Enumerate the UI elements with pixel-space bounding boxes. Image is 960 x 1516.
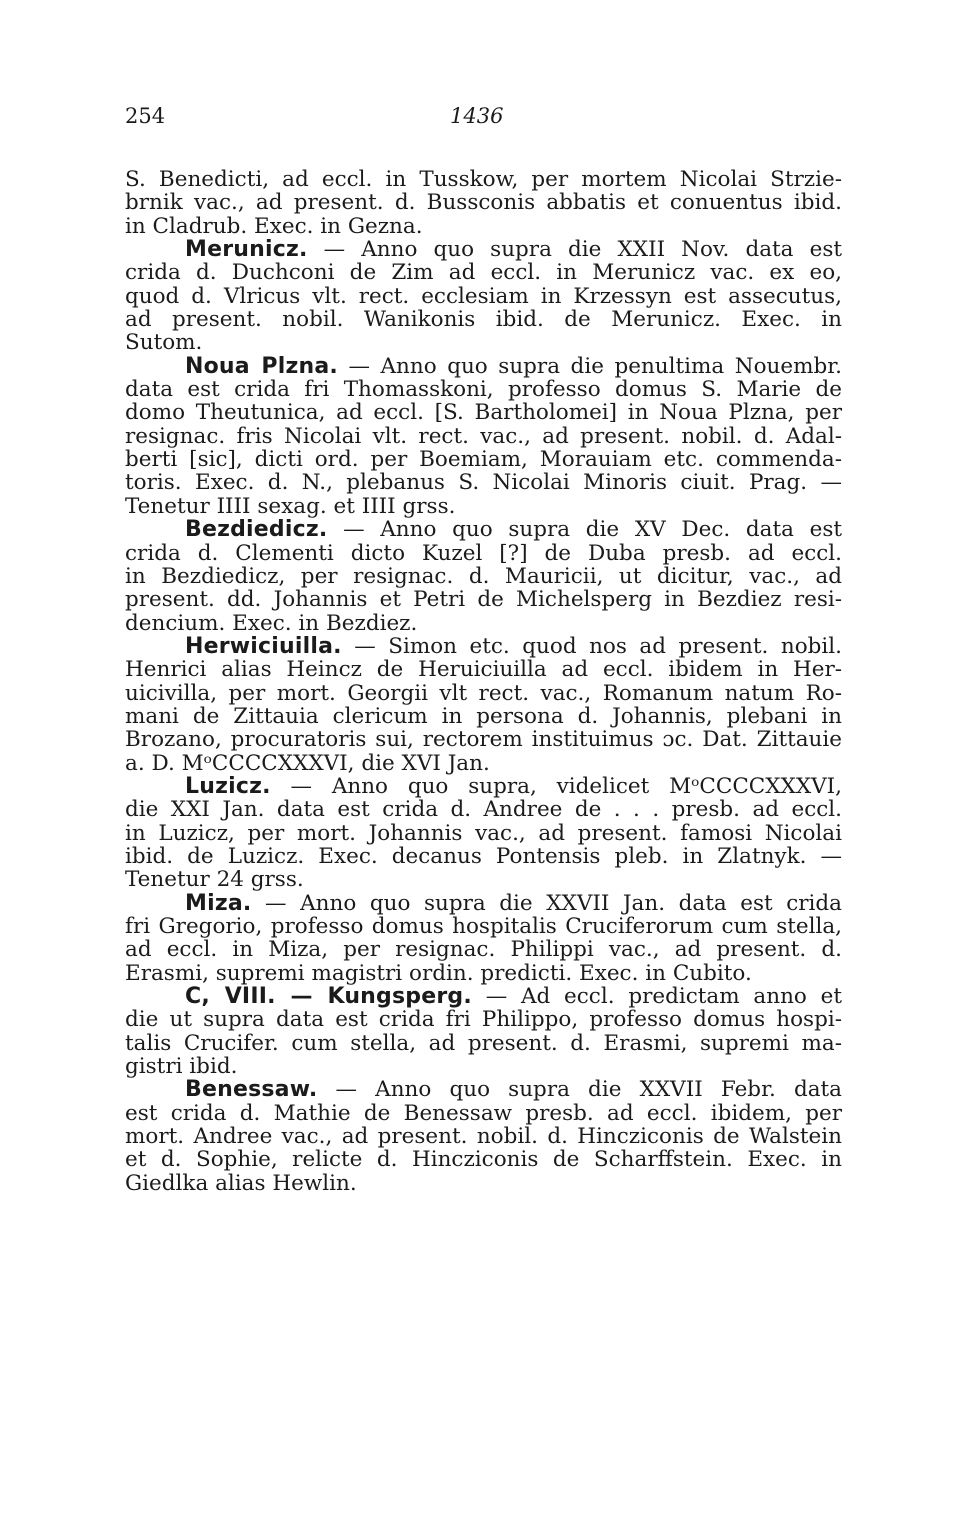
line-text: ad eccl. in Miza, per resignac. Philippi vac., ad present. d. [125,937,842,963]
text-line [125,658,842,681]
entry-head-word: Merunicz. [185,237,308,263]
text-line [125,285,842,308]
line-text: Giedlka alias Hewlin. [125,1170,357,1196]
register-entry [125,635,842,775]
register-entry [125,518,842,635]
text-line [125,1102,842,1125]
line-text: in Luzicz, per mort. Johannis vac., ad present. famosi Nicolai [125,820,842,846]
line-text: Henrici alias Heincz de Heruiciuilla ad eccl. ibidem in Her- [125,657,842,683]
text-line [125,448,842,471]
text-line [125,1148,842,1171]
text-line [125,401,842,424]
text-line [125,845,842,868]
line-text: Erasmi, supremi magistri ordin. predicti. Exec. in Cubito. [125,960,752,986]
text-line [125,238,842,261]
entry-head-word: Herwiciuilla. [185,633,342,659]
text-line [125,471,842,494]
text-line [125,355,842,378]
text-line [125,542,842,565]
line-text: et d. Sophie, relicte d. Hincziconis de Scharffstein. Exec. in [125,1147,842,1173]
line-text: — Simon etc. quod nos ad present. nobil. [341,633,842,659]
register-entry [125,238,842,355]
line-text: — Ad eccl. predictam anno et [471,984,843,1010]
line-text: Tenetur 24 grss. [125,867,304,893]
text-line [125,892,842,915]
text-line [125,495,842,518]
line-text: die XXI Jan. data est crida d. Andree de . . . presb. ad eccl. [125,797,842,823]
line-text: crida d. Clementi dicto Kuzel [?] de Duba presb. ad eccl. [125,540,842,566]
line-text: die ut supra data est crida fri Philippo, professo domus hospi- [125,1007,842,1033]
register-entry [125,168,842,238]
text-line [125,425,842,448]
running-head [125,104,842,144]
entry-head-word: Miza. [185,890,252,916]
line-text: present. dd. Johannis et Petri de Michelsperg in Bezdiez resi- [125,587,842,613]
text-line [125,705,842,728]
line-text: in Bezdiedicz, per resignac. d. Mauricii, ut dicitur, vac., ad [125,563,842,589]
text-line [125,1125,842,1148]
line-text: S. Benedicti, ad eccl. in Tusskow, per mortem Nicolai Strzie- [125,167,842,192]
line-text: Tenetur IIII sexag. et IIII grss. [125,493,456,519]
text-line [125,1078,842,1101]
line-text: mort. Andree vac., ad present. nobil. d. Hincziconis de Walstein [125,1124,842,1150]
line-text: uicivilla, per mort. Georgii vlt rect. vac., Romanum natum Ro- [125,680,842,706]
line-text: in Cladrub. Exec. in Gezna. [125,213,423,239]
text-line [125,962,842,985]
line-text: dencium. Exec. in Bezdiez. [125,610,418,636]
line-text: — Anno quo supra die XXII Nov. data est [307,237,842,263]
line-text: ibid. de Luzicz. Exec. decanus Pontensis pleb. in Zlatnyk. — [125,843,842,869]
line-text: — Anno quo supra die XV Dec. data est [327,517,842,543]
text-line [125,378,842,401]
line-text: ad present. nobil. Wanikonis ibid. de Merunicz. Exec. in [125,307,842,333]
text-line [125,1172,842,1195]
text-line [125,798,842,821]
line-text: brnik vac., ad present. d. Bussconis abbatis et conuentus ibid. [125,190,842,216]
entry-head-word: Luzicz. [185,773,271,799]
line-text: data est crida fri Thomasskoni, professo domus S. Marie de [125,377,842,403]
text-line [125,191,842,214]
line-text: talis Crucifer. cum stella, ad present. d. Erasmi, supremi ma- [125,1030,842,1056]
register-entry [125,892,842,985]
entry-head-word: Bezdiedicz. [185,517,328,543]
text-line [125,518,842,541]
entry-head-word: C, VIII. — Kungsperg. [185,984,472,1010]
text-line [125,1055,842,1078]
text-line [125,915,842,938]
register-entry [125,985,842,1078]
line-text: quod d. Vlricus vlt. rect. ecclesiam in Krzessyn est assecutus, [125,283,842,309]
register-entry [125,1078,842,1195]
line-text: — Anno quo supra die XXVII Jan. data est crida [251,890,842,916]
text-line [125,822,842,845]
text-line [125,215,842,238]
text-line [125,331,842,354]
text-line [125,261,842,284]
line-text: gistri ibid. [125,1054,238,1080]
text-line [125,775,842,798]
text-line [125,308,842,331]
line-text: toris. Exec. d. N., plebanus S. Nicolai Minoris ciuit. Prag. — [125,470,842,496]
line-text: — Anno quo supra, videlicet MᵒCCCCXXXVI, [270,773,842,799]
line-text: est crida d. Mathie de Benessaw presb. ad eccl. ibidem, per [125,1100,842,1126]
entry-head-word: Benessaw. [185,1077,318,1103]
line-text: — Anno quo supra die penultima Nouembr. [337,353,842,379]
line-text: — Anno quo supra die XXVII Febr. data [317,1077,842,1103]
page-number: 254 [125,104,166,128]
text-line [125,635,842,658]
text-line [125,588,842,611]
text-line [125,938,842,961]
text-line [125,1008,842,1031]
line-text: domo Theutunica, ad eccl. [S. Bartholomei] in Noua Plzna, per [125,400,842,426]
entry-head-word: Noua Plzna. [185,353,338,379]
text-line [125,168,842,191]
text-line [125,565,842,588]
register-entry [125,775,842,892]
body-text [125,168,842,1195]
text-line [125,752,842,775]
line-text: resignac. fris Nicolai vlt. rect. vac., ad present. nobil. d. Adal- [125,423,842,449]
running-year: 1436 [450,104,504,128]
text-line [125,1032,842,1055]
register-entry [125,355,842,518]
line-text: berti [sic], dicti ord. per Boemiam, Morauiam etc. commenda- [125,447,842,473]
line-text: a. D. MᵒCCCCXXXVI, die XVI Jan. [125,750,490,776]
text-line [125,868,842,891]
line-text: crida d. Duchconi de Zim ad eccl. in Merunicz vac. ex eo, [125,260,842,286]
text-line [125,985,842,1008]
line-text: Brozano, procuratoris sui, rectorem instituimus ɔc. Dat. Zittauie [125,727,842,753]
line-text: Sutom. [125,330,203,356]
text-line [125,682,842,705]
line-text: fri Gregorio, professo domus hospitalis Cruciferorum cum stella, [125,914,842,939]
text-line [125,612,842,635]
line-text: mani de Zittauia clericum in persona d. Johannis, plebani in [125,703,842,729]
text-line [125,728,842,751]
